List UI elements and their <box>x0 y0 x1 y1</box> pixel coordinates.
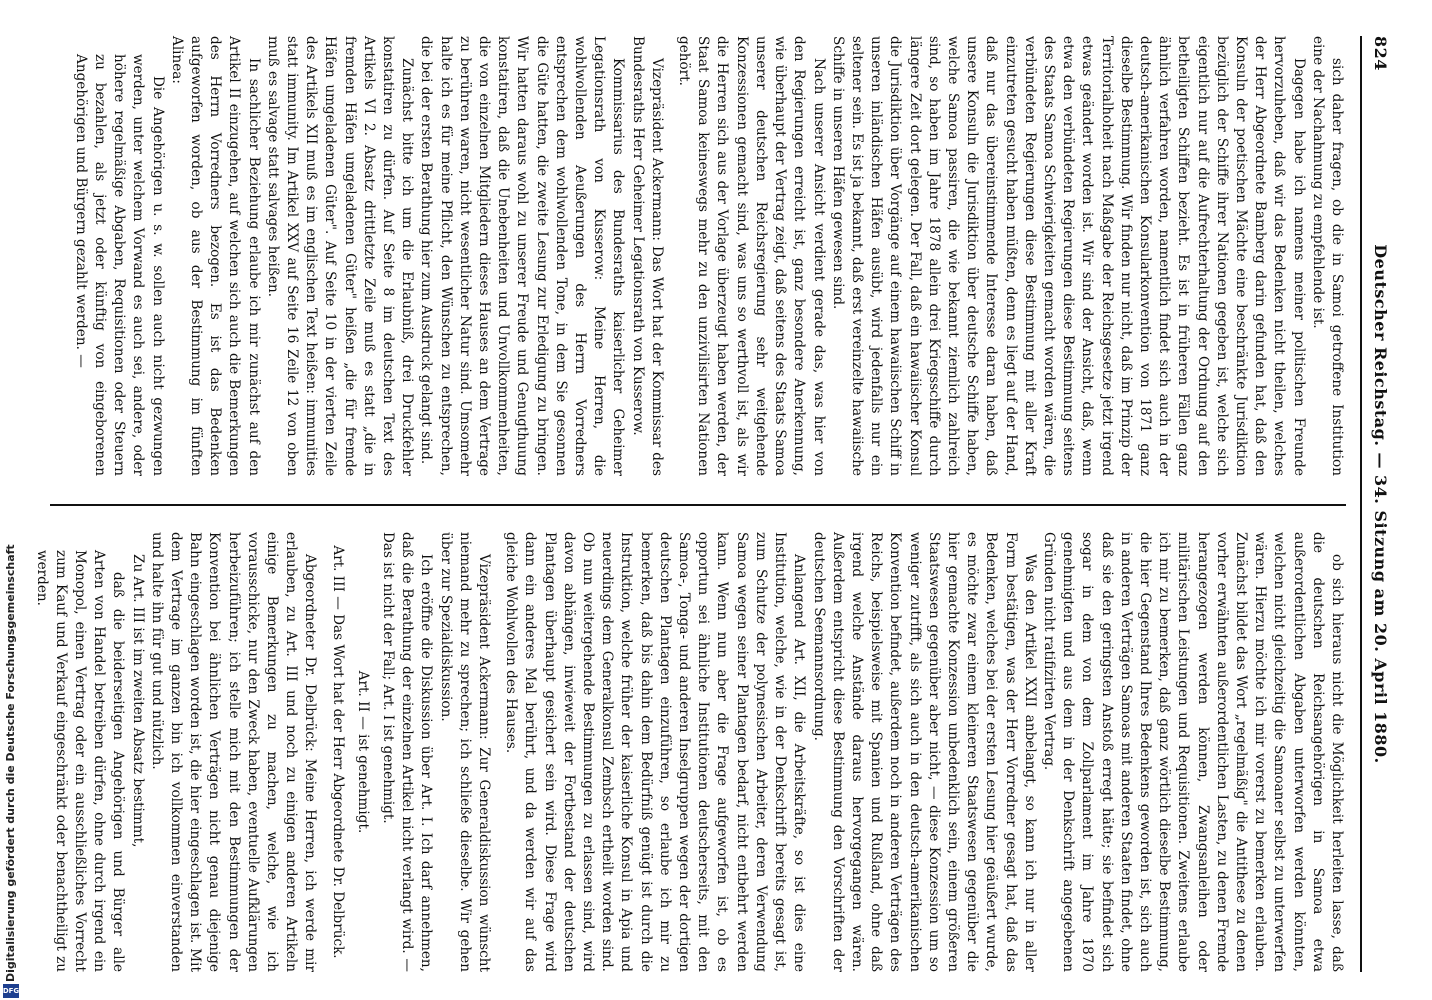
page-number: 824 <box>1371 36 1390 71</box>
paragraph: ob sich hieraus nicht die Möglichkeit herleiten lasse, daß die deutschen Reichsangehörigen in Samoa etwa außerordentlichen Abgaben unterworfen werden könnten, welchen nicht gleichzeitig die Samoaner selbst zu unterwerfen wären. Hierzu möchte ich mir vorerst zu bemerken erlauben. Zunächst bildet das Wort „regelmäßig" die Antithese zu denen vorher erwähnten außerordentlichen Lasten, zu denen Fremde herangezogen werden können, Zwangsanleihen oder militärischen Leistungen und Requisitionen. Zweitens erlaube ich mir zu bemerken, daß ganz wörtlich dieselbe Bestimmung, die hier Gegenstand Ihres Bedenkens geworden ist, sich auch in anderen Verträgen Samoas mit anderen Staaten findet, ohne daß sie den geringsten Anstoß erregt hätte; sie befindet sich sogar in dem von dem Zollparlament im Jahre 1870 genehmigten und aus dem in der Denkschrift angegebenen Gründen nicht ratifizirten Vertrag. <box>1040 532 1345 972</box>
quoted-paragraph: Die Angehörigen u. s. w. sollen auch nicht gezwungen werden, unter welchem Vorwand es auch sei, andere, oder höhere regelmäßige Abgaben, Requisitionen oder Steuern zu bezahlen, als jetzt oder künftig von eingeborenen Angehörigen und Bürgern gezahlt werden. — <box>72 54 166 476</box>
page-header <box>1360 36 1396 972</box>
paragraph: Dagegen habe ich namens meiner politischen Freunde hervorzuheben, daß wir das Bedenken nicht theilen, welches der Herr Abgeordnete Bamberg darin gefunden hat, daß den Konsuln der poetischen Mächte eine beschränkte Jurisdiktion bezüglich der Schiffe ihrer Nationen gegeben ist, welche sich eigentlich nur auf die Aufrechterhaltung der Ordnung auf den betheiligten Schiffen bezieht. Es ist in früheren Fällen ganz ähnlich verfahren worden, namentlich findet sich auch in der deutsch-amerikanischen Konsularkonvention von 1871 ganz dieselbe Bestimmung. Wir finden nur nicht, daß im Prinzip der Territorialhoheit nach Maßgabe der Reichsgesetze jetzt irgend etwas geändert worden ist. Wir sind der Ansicht, daß, wenn etwa den verbündeten Regierungen diese Bestimmung seitens des Staats Samoa Schwierigkeiten gemacht worden wären, die verbündeten Regierungen diese Bestimmung mit aller Kraft einzutreten gesucht haben müßten, denn es liegt auf der Hand, daß nur das übereinstimmende Interesse daran haben, daß unsere Konsuln die Jurisdiktion über deutsche Schiffe haben, welche Samoa passiren, die wie bekannt ziemlich zahlreich sind, so haben im Jahre 1878 allein drei Kriegsschiffe durch längere Zeit dort gelegen. Der Fall, daß ein hawaiischer Konsul die Jurisdiktion über Vorgänge auf einem hawaiischen Schiff in unseren inländischen Häfen ausübt, wird jedenfalls nur ein seltener sein. Es ist ja bekannt, daß erst vereinzelte hawaiische Schiffe in unseren Häfen gewesen sind. <box>829 36 1307 476</box>
speaker-paragraph: Vizepräsident Ackermann: Das Wort hat der Kommissar des Bundesraths Herr Geheimer Legationsrath von Kusserow. <box>629 36 665 476</box>
right-column <box>33 532 1346 972</box>
dfg-logo: DFG <box>3 984 19 998</box>
speaker-paragraph: Vizepräsident Ackermann: Zur Generaldiskussion wünscht niemand mehr zu sprechen; ich schließe dieselbe. Wir gehen über zur Spezialdiskussion. <box>437 532 493 972</box>
paragraph: Zu Art. III ist im zweiten Absatz bestimmt, <box>129 554 146 848</box>
speaker-paragraph: Abgeordneter Dr. Delbrück: Meine Herren, ich werde mir erlauben, zu Art. III und noch zu einigen anderen Artikeln einige Bemerkungen zu machen, welche, wie ich vorausschicke, nur den Zweck haben, eventuelle Aufklärungen herbeizuführen; ich stelle mich mit den Bestimmungen der Konvention bei ähnlichen Verträgen nicht genau diejenige Bahn eingeschlagen worden ist, die hier eingeschlagen ist. Mit dem Vertrage im ganzen bin ich vollkommen einverstanden und halte ihn für gut und nützlich. <box>148 532 319 972</box>
newspaper-page <box>10 0 1410 1000</box>
left-column <box>50 36 1346 476</box>
quoted-paragraph: daß die beiderseitigen Angehörigen und Bürger alle Arten von Handel betreiben dürfen, ohne durch irgend ein Monopol, einen Vertrag oder ein ausschließliches Vorrecht zum Kauf und Verkauf eingeschränkt oder benachtheiligt zu werden. <box>33 550 127 972</box>
paragraph: Ich eröffne die Diskussion über Art. I. Ich darf annehmen, daß die Berathung der einzelnen Artikel nicht verlangt wird. — Das ist nicht der Fall; Art. I ist genehmigt. <box>380 532 435 972</box>
column-divider <box>50 504 1346 506</box>
digitization-footer <box>0 0 22 1000</box>
paragraph: Anlangend Art. XII, die Arbeitskräfte, so ist dies eine Institution, welche, wie in der Denkschrift bereits gesagt ist, zum Schutze der polynesischen Arbeiter, deren Verwendung Samoa wegen seiner Plantagen bedarf, nicht entbehrt werden kann. Wenn nun aber die Frage aufgeworfen ist, ob es opportun sei ähnliche Institutionen deutscherseits, mit den Samoa-, Tonga- und anderen Inselgruppen wegen der dortigen deutschen Plantagen einzuführen, so erlaube ich mir zu bemerken, daß bis dahin dem Bedürfniß genügt ist durch die Instruktion, welche früher der kaiserliche Konsul in Apia und neuerdings dem Generalkonsul Zembsch ertheilt worden sind. Ob nun weitergehende Bestimmungen zu erlassen sind, wird davon abhängen, inwieweit der Fortbestand der deutschen Plantagen überhaupt gesichert sein wird. Diese Frage wird dann ein anderes Mal berührt, und da werden wir auf das gleiche Wohlwollen des Hauses. <box>503 532 808 972</box>
running-title: Deutscher Reichstag. — 34. Sitzung am 20. April 1880. <box>1371 244 1390 764</box>
paragraph: Nach unserer Ansicht verdient gerade das, was hier von den Regierungen erreicht ist, ganz besondere Anerkennung, wie überhaupt der Vertrag zeigt, daß seitens des Staats Samoa unserer deutschen Reichsregierung sehr weitgehende Konzessionen gemacht sind, was uns so werthvoll ist, als wir die Herren sich aus der Vorlage überzeugt haben werden, der Staat Samoa keineswegs mehr zu den unzivilisirten Nationen gehört. <box>676 36 827 476</box>
paragraph: Kommissarius des Bundesraths kaiserlicher Geheimer Legationsrath von Kusserow: Meine Herren, die wohlwollenden Aeußerungen des Herrn Vorredners entsprechen dem wohlwollenden Tone, in dem Sie gesonnen die Güte hatten, die zweite Lesung zur Erledigung zu bringen. Wir hatten daraus wohl zu unserer Freude und Genugthuung konstatiren, daß die Unebenheiten und Unvollkommenheiten, die von einzelnen Mitgliedern dieses Hauses an dem Vertrage zu berühren waren, nicht wesentlicher Natur sind. Umsomehr halte ich es für meine Pflicht, den Wünschen zu entsprechen, die bei der ersten Berathung hier zum Ausdruck gelangt sind. <box>418 36 627 476</box>
digitization-credit: Digitalisierung gefördert durch die Deutsche Forschungsgemeinschaft <box>4 544 17 982</box>
paragraph: Was den Artikel XXII anbelangt, so kann ich nur in aller Form bestätigen, was der Herr Vorredner gesagt hat, daß das Bedenken, welches bei der ersten Lesung hier geäußert wurde, es möchte zwar einem kleineren Staatswesen gegenüber die hier gemachte Konzession unbedenklich sein, einem größeren Staatswesen gegenüber aber nicht, — diese Konzession um so weniger zutrifft, als sich auch in den deutsch-amerikanischen Konvention befindet, außerdem noch in anderen Verträgen des Reichs, beispielsweise mit Spanien und Rußland, ohne daß irgend welche Anstände daraus hervorgegangen wären. Außerdem entspricht diese Bestimmung den Vorschriften der deutschen Seemannsordnung. <box>810 532 1038 972</box>
text-columns <box>33 36 1346 972</box>
article-line: Art. III — Das Wort hat der Herr Abgeordnete Dr. Delbrück. <box>329 545 346 959</box>
paragraph: Zunächst bitte ich um die Erlaubniß, drei Druckfehler konstatiren zu dürfen. Auf Seite 8 im deutschen Text des Artikels VI 2. Absatz drittletzte Zeile muß es statt „die in fremden Häfen umgeladenen Güter" heißen „die für fremde Häfen umgeladenen Güter". Auf Seite 10 in der vierten Zeile des Artikels XII muß es im englischen Text heißen: immunities statt immunity. Im Artikel XXV auf Seite 16 Zeile 12 von oben muß es salvage statt salvages heißen. <box>264 36 416 476</box>
paragraph: sich daher fragen, ob die in Samoi getroffene Institution eine der Nachahmung zu empfehlende ist. <box>1309 36 1345 476</box>
article-line: Art. II — ist genehmigt. <box>354 670 371 834</box>
paragraph: In sachlicher Beziehung erlaube ich mir zunächst auf den Artikel II einzugehen, auf welchen sich auch die Bemerkungen des Herrn Vorredners bezogen. Es ist das Bedenken aufgeworfen worden, ob aus der Bestimmung im fünften Alinea: <box>168 36 262 476</box>
